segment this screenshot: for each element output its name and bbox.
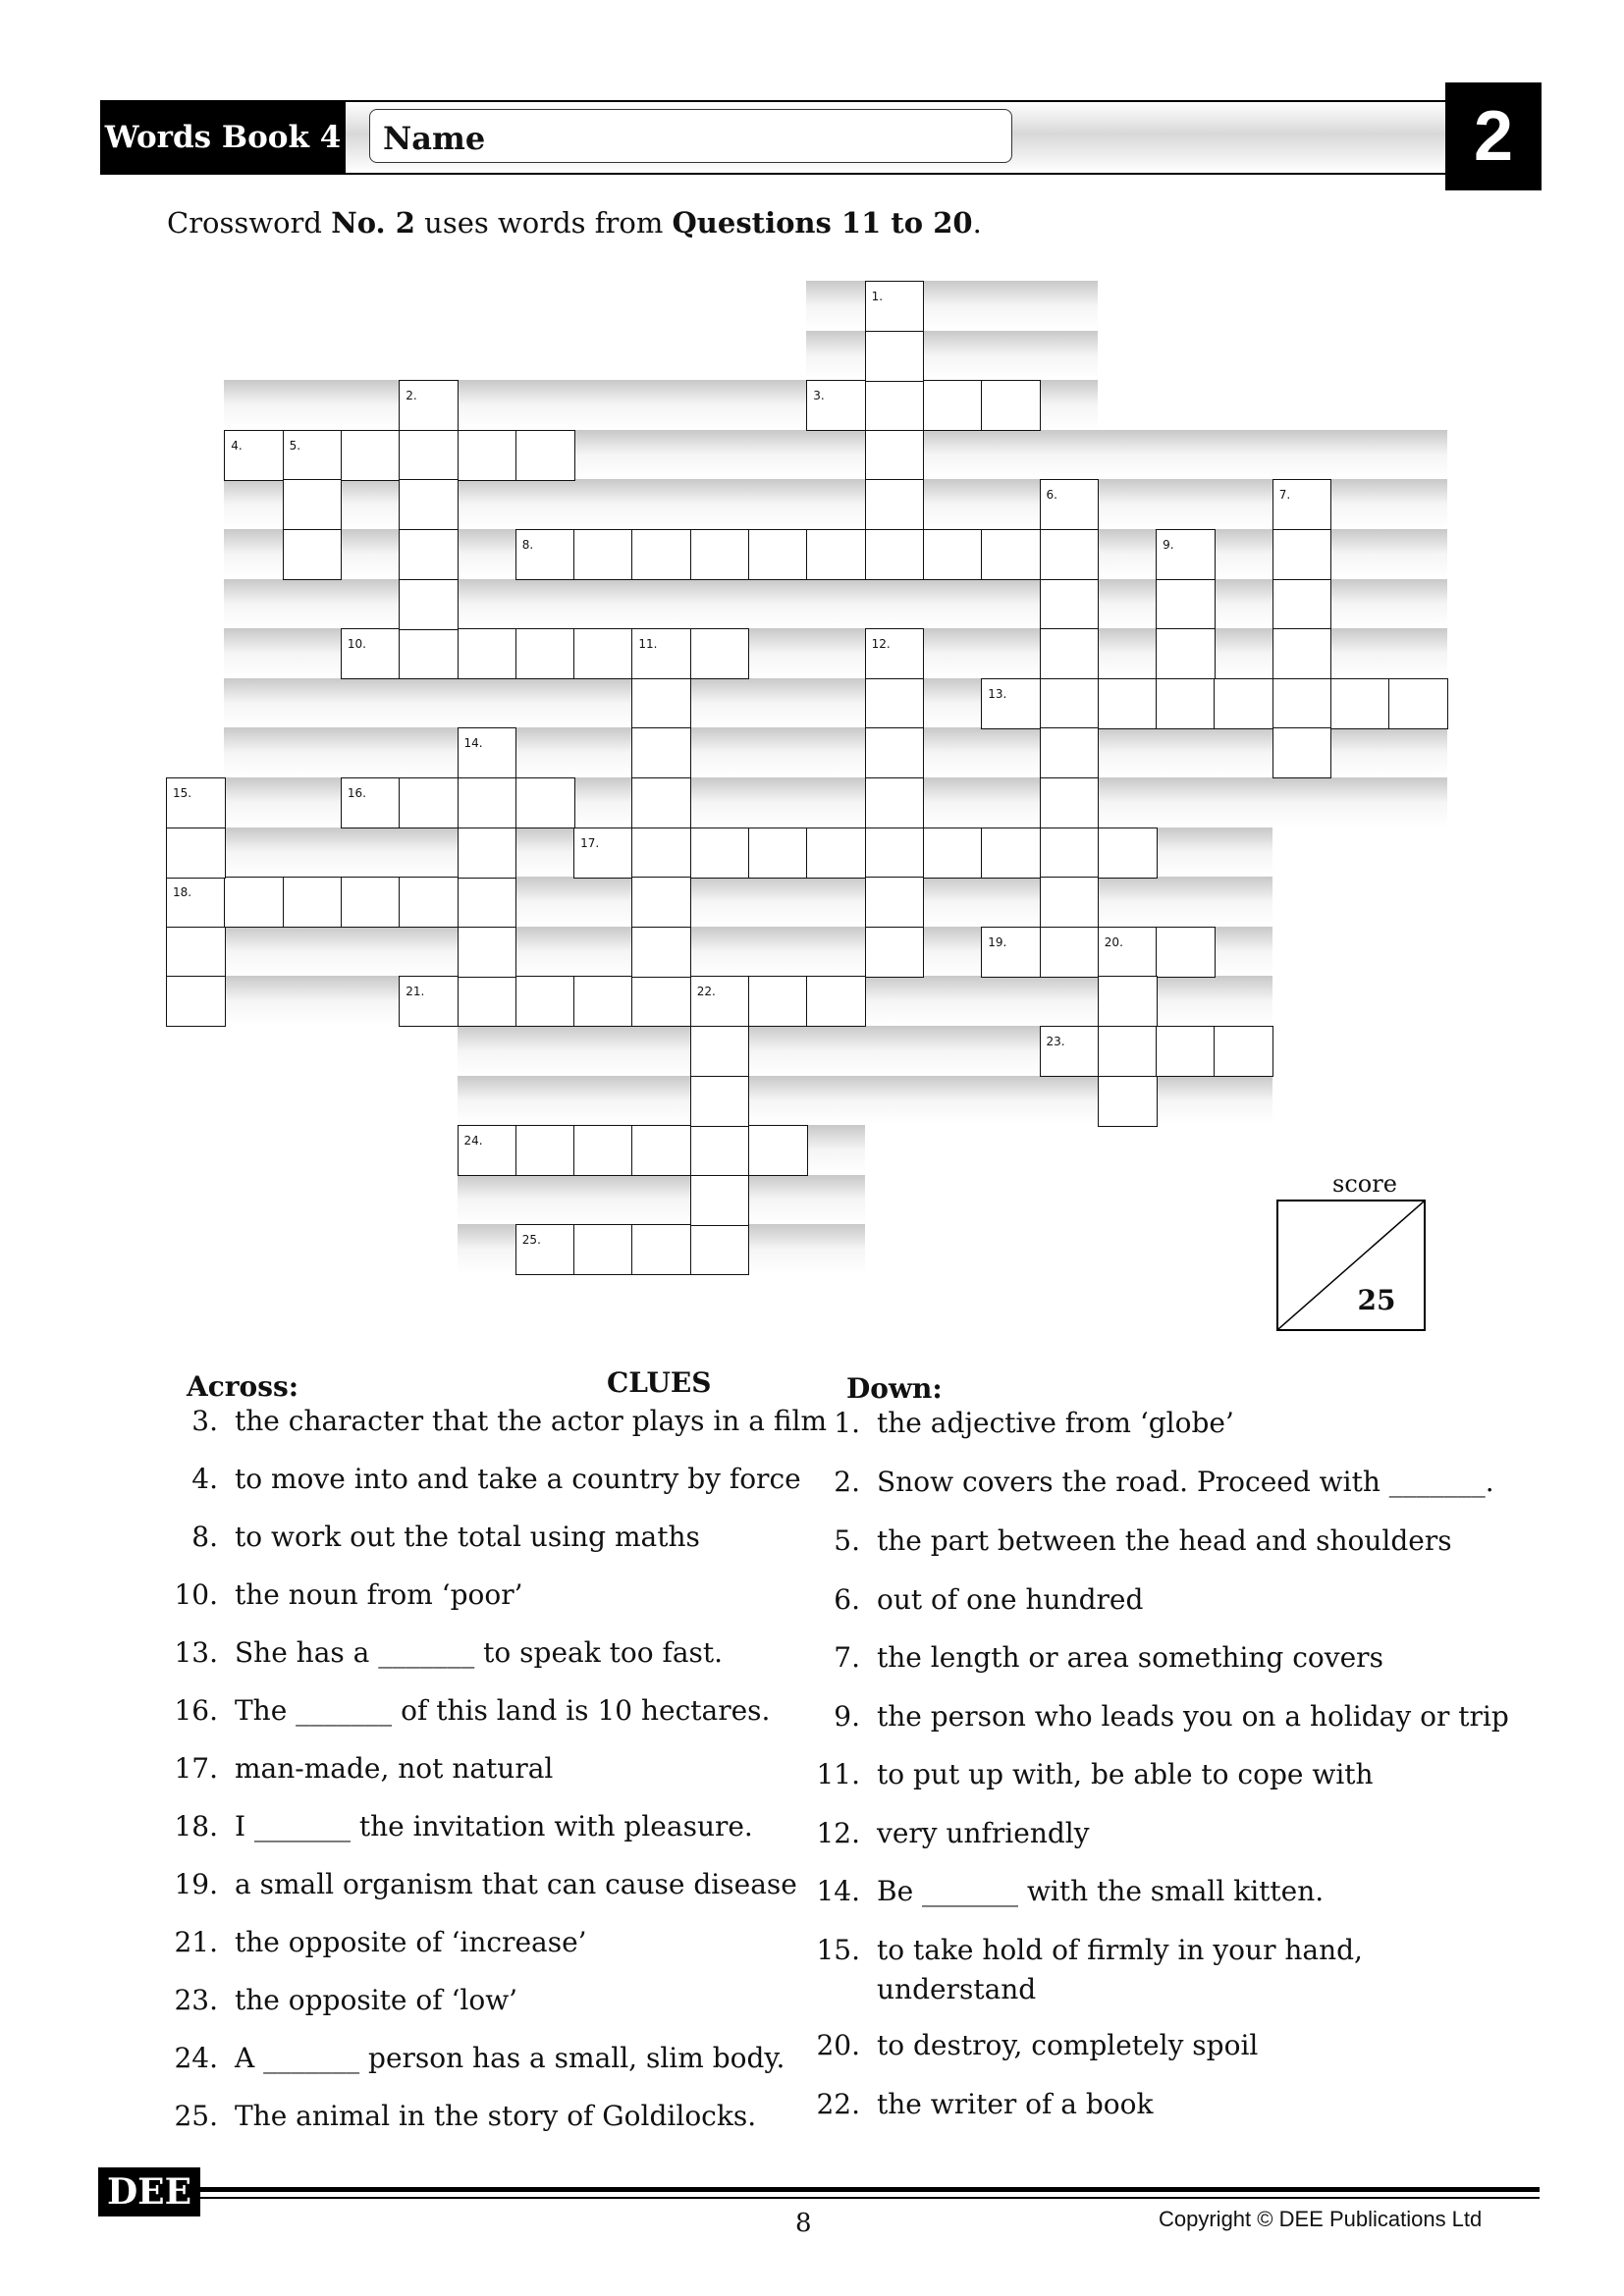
crossword-cell[interactable] <box>283 877 343 928</box>
clues-heading: CLUES <box>607 1366 712 1399</box>
crossword-cell[interactable] <box>690 628 750 679</box>
crossword-cell[interactable] <box>865 479 925 530</box>
crossword-cell[interactable] <box>865 529 925 580</box>
crossword-cell[interactable] <box>631 828 691 879</box>
cell-number: 15. <box>173 786 192 800</box>
crossword-cell[interactable] <box>690 1175 750 1226</box>
crossword-cell[interactable] <box>631 777 691 828</box>
clue-text: to put up with, be able to cope with <box>877 1758 1374 1790</box>
name-label: Name <box>383 120 486 157</box>
clue-text: I _______ the invitation with pleasure. <box>235 1810 753 1842</box>
crossword-cell[interactable] <box>515 777 575 828</box>
crossword-cell[interactable] <box>1388 678 1448 729</box>
cell-number: 23. <box>1046 1035 1065 1048</box>
crossword-cell[interactable] <box>806 976 866 1027</box>
clue-text: very unfriendly <box>877 1817 1090 1849</box>
crossword-cell[interactable] <box>981 678 1041 729</box>
clue-number: 7. <box>834 1641 860 1674</box>
crossword-cell[interactable] <box>1098 1076 1158 1127</box>
crossword-cell[interactable] <box>1272 529 1332 580</box>
crossword-cell[interactable] <box>631 927 691 978</box>
cell-number: 21. <box>406 985 425 999</box>
crossword-cell[interactable] <box>1272 628 1332 679</box>
crossword-cell[interactable] <box>458 727 517 778</box>
cell-number: 20. <box>1104 934 1123 949</box>
across-heading: Across: <box>187 1370 299 1403</box>
clue-text: the character that the actor plays in a film <box>235 1405 828 1437</box>
clue-text: to move into and take a country by force <box>235 1463 801 1495</box>
cell-number: 19. <box>988 934 1007 949</box>
crossword-cell[interactable] <box>690 529 750 580</box>
crossword-cell[interactable] <box>1040 777 1100 828</box>
crossword-cell[interactable] <box>1098 927 1158 978</box>
clue-text: A _______ person has a small, slim body. <box>235 2042 785 2074</box>
clue-number: 22. <box>816 2088 860 2120</box>
crossword-cell[interactable] <box>399 777 459 828</box>
cell-number: 2. <box>406 389 417 403</box>
crossword-cell[interactable] <box>515 1224 575 1275</box>
crossword-cell[interactable] <box>1272 479 1332 530</box>
crossword-cell[interactable] <box>341 628 401 679</box>
crossword-cell[interactable] <box>166 777 226 828</box>
crossword-cell[interactable] <box>690 1076 750 1127</box>
clue-text: to destroy, completely spoil <box>877 2029 1259 2061</box>
intro-suffix: . <box>972 206 982 240</box>
clue-text: the part between the head and shoulders <box>877 1524 1452 1557</box>
cell-number: 1. <box>871 290 884 303</box>
cell-number: 7. <box>1278 488 1291 503</box>
crossword-cell[interactable] <box>399 529 459 580</box>
footer-rule-thin <box>200 2197 1540 2199</box>
crossword-cell[interactable] <box>573 1125 633 1176</box>
clue-number: 21. <box>174 1926 218 1958</box>
crossword-cell[interactable] <box>1156 678 1216 729</box>
cell-number: 22. <box>696 985 716 999</box>
clue-number: 10. <box>174 1578 218 1611</box>
crossword-cell[interactable] <box>458 777 517 828</box>
clue-text: man-made, not natural <box>235 1752 554 1785</box>
grid-band <box>224 727 1446 777</box>
score-total: 25 <box>1357 1284 1396 1316</box>
crossword-cell[interactable] <box>399 479 459 530</box>
clue-text: a small organism that can cause disease <box>235 1868 797 1900</box>
crossword-cell[interactable] <box>224 877 284 928</box>
book-label: Words Book 4 <box>100 100 346 175</box>
crossword-cell[interactable] <box>1214 1026 1273 1077</box>
crossword-cell[interactable] <box>1098 1026 1158 1077</box>
crossword-cell[interactable] <box>283 430 343 481</box>
crossword-cell[interactable] <box>865 777 925 828</box>
clue-number: 23. <box>174 1984 218 2016</box>
crossword-cell[interactable] <box>748 976 808 1027</box>
crossword-cell[interactable] <box>690 828 750 879</box>
clue-text: the writer of a book <box>877 2088 1154 2120</box>
intro-questions: Questions 11 to 20 <box>672 206 973 240</box>
clue-text: out of one hundred <box>877 1583 1144 1616</box>
clue-number: 12. <box>816 1817 860 1849</box>
crossword-cell[interactable] <box>341 877 401 928</box>
crossword-cell[interactable] <box>923 828 983 879</box>
crossword-cell[interactable] <box>631 1224 691 1275</box>
crossword-cell[interactable] <box>341 777 401 828</box>
clue-text: Snow covers the road. Proceed with _______. <box>877 1466 1494 1498</box>
clue-text: the noun from ‘poor’ <box>235 1578 523 1611</box>
clue-number: 8. <box>191 1521 218 1553</box>
crossword-cell[interactable] <box>865 430 925 481</box>
crossword-cell[interactable] <box>1272 678 1332 729</box>
clue-text: Be _______ with the small kitten. <box>877 1875 1325 1907</box>
crossword-cell[interactable] <box>631 678 691 729</box>
footer-rule <box>200 2187 1540 2192</box>
clue-text: the opposite of ‘low’ <box>235 1984 518 2016</box>
crossword-cell[interactable] <box>690 1125 750 1176</box>
clue-number: 17. <box>174 1752 218 1785</box>
crossword-cell[interactable] <box>865 380 925 431</box>
crossword-cell[interactable] <box>690 1026 750 1077</box>
crossword-cell[interactable] <box>166 927 226 978</box>
crossword-cell[interactable] <box>806 529 866 580</box>
crossword-cell[interactable] <box>224 430 284 481</box>
crossword-cell[interactable] <box>1040 529 1100 580</box>
crossword-cell[interactable] <box>283 479 343 530</box>
clue-number: 19. <box>174 1868 218 1900</box>
clue-text: the opposite of ‘increase’ <box>235 1926 587 1958</box>
crossword-cell[interactable] <box>748 828 808 879</box>
intro-number: No. 2 <box>331 206 415 240</box>
down-heading: Down: <box>846 1372 943 1405</box>
cell-number: 5. <box>289 438 301 453</box>
crossword-cell[interactable] <box>1098 976 1158 1027</box>
clue-text: the person who leads you on a holiday or trip <box>877 1700 1509 1733</box>
cell-number: 6. <box>1046 488 1057 503</box>
dee-logo: DEE <box>98 2167 200 2216</box>
crossword-cell[interactable] <box>1156 628 1216 679</box>
clue-number: 13. <box>174 1636 218 1669</box>
clue-number: 14. <box>816 1875 860 1907</box>
cell-number: 14. <box>463 736 483 751</box>
cell-number: 10. <box>347 637 366 652</box>
crossword-cell[interactable] <box>1098 678 1158 729</box>
crossword-cell[interactable] <box>573 529 633 580</box>
crossword-cell[interactable] <box>923 529 983 580</box>
score-label: score <box>1332 1170 1397 1198</box>
crossword-cell[interactable] <box>1156 1026 1216 1077</box>
crossword-cell[interactable] <box>458 1125 517 1176</box>
crossword-cell[interactable] <box>458 877 517 928</box>
crossword-cell[interactable] <box>399 380 459 431</box>
cell-number: 13. <box>988 686 1007 701</box>
cell-number: 12. <box>871 637 891 652</box>
crossword-cell[interactable] <box>1040 479 1100 530</box>
grid-band <box>806 331 1098 381</box>
crossword-cell[interactable] <box>458 828 517 879</box>
crossword-cell[interactable] <box>806 380 866 431</box>
crossword-cell[interactable] <box>515 628 575 679</box>
crossword-cell[interactable] <box>515 976 575 1027</box>
clue-number: 5. <box>834 1524 860 1557</box>
crossword-cell[interactable] <box>399 877 459 928</box>
cell-number: 18. <box>173 885 192 900</box>
crossword-cell[interactable] <box>865 828 925 879</box>
crossword-cell[interactable] <box>166 976 226 1027</box>
crossword-cell[interactable] <box>399 579 459 630</box>
crossword-cell[interactable] <box>748 1125 808 1176</box>
clue-number: 11. <box>816 1758 860 1790</box>
crossword-cell[interactable] <box>865 877 925 928</box>
crossword-cell[interactable] <box>515 529 575 580</box>
crossword-cell[interactable] <box>1040 1026 1100 1077</box>
page-number: 8 <box>795 2209 812 2238</box>
cell-number: 16. <box>347 786 366 800</box>
crossword-cell[interactable] <box>865 927 925 978</box>
cell-number: 3. <box>813 389 825 403</box>
cell-number: 8. <box>521 538 534 552</box>
crossword-cell[interactable] <box>1272 579 1332 630</box>
crossword-cell[interactable] <box>573 628 633 679</box>
crossword-cell[interactable] <box>1156 529 1216 580</box>
crossword-cell[interactable] <box>690 1224 750 1275</box>
crossword-cell[interactable] <box>631 1125 691 1176</box>
cell-number: 9. <box>1163 538 1174 552</box>
crossword-cell[interactable] <box>631 529 691 580</box>
cell-number: 25. <box>521 1233 541 1248</box>
clue-number: 18. <box>174 1810 218 1842</box>
crossword-cell[interactable] <box>865 678 925 729</box>
clue-number: 16. <box>174 1694 218 1727</box>
clue-text: The _______ of this land is 10 hectares. <box>235 1694 771 1727</box>
crossword-cell[interactable] <box>515 430 575 481</box>
copyright: Copyright © DEE Publications Ltd <box>1159 2207 1483 2231</box>
clue-number: 1. <box>834 1407 860 1439</box>
crossword-cell[interactable] <box>1272 727 1332 778</box>
crossword-cell[interactable] <box>166 828 226 879</box>
clue-number: 25. <box>174 2100 218 2132</box>
clue-text: to work out the total using maths <box>235 1521 700 1553</box>
crossword-cell[interactable] <box>1040 828 1100 879</box>
crossword-cell[interactable] <box>458 927 517 978</box>
crossword-cell[interactable] <box>515 1125 575 1176</box>
crossword-cell[interactable] <box>981 927 1041 978</box>
grid-band <box>458 1175 865 1225</box>
crossword-cell[interactable] <box>399 976 459 1027</box>
crossword-cell[interactable] <box>1040 877 1100 928</box>
crossword-cell[interactable] <box>981 828 1041 879</box>
clue-number: 15. <box>816 1934 860 1966</box>
crossword-cell[interactable] <box>981 529 1041 580</box>
crossword-cell[interactable] <box>981 380 1041 431</box>
cell-number: 17. <box>580 835 600 850</box>
crossword-cell[interactable] <box>1098 828 1158 879</box>
crossword-cell[interactable] <box>1040 927 1100 978</box>
crossword-cell[interactable] <box>631 877 691 928</box>
clue-number: 24. <box>174 2042 218 2074</box>
crossword-cell[interactable] <box>573 828 633 879</box>
clue-text: She has a _______ to speak too fast. <box>235 1636 724 1669</box>
crossword-cell[interactable] <box>1214 678 1273 729</box>
clue-text: the adjective from ‘globe’ <box>877 1407 1234 1439</box>
crossword-cell[interactable] <box>1156 927 1216 978</box>
clue-number: 2. <box>834 1466 860 1498</box>
crossword-cell[interactable] <box>458 628 517 679</box>
crossword-cell[interactable] <box>631 727 691 778</box>
crossword-cell[interactable] <box>283 529 343 580</box>
crossword-cell[interactable] <box>865 628 925 679</box>
cell-number: 4. <box>231 438 243 453</box>
clue-text: The animal in the story of Goldilocks. <box>235 2100 757 2132</box>
crossword-cell[interactable] <box>399 628 459 679</box>
crossword-cell[interactable] <box>923 380 983 431</box>
crossword-cell[interactable] <box>631 976 691 1027</box>
crossword-cell[interactable] <box>573 1224 633 1275</box>
grid-band <box>806 281 1098 331</box>
clue-number: 20. <box>816 2029 860 2061</box>
crossword-cell[interactable] <box>458 430 517 481</box>
crossword-cell[interactable] <box>399 430 459 481</box>
crossword-cell[interactable] <box>458 976 517 1027</box>
cell-number: 24. <box>463 1134 483 1148</box>
clue-text: understand <box>877 1973 1037 2005</box>
crossword-cell[interactable] <box>748 529 808 580</box>
crossword-cell[interactable] <box>865 331 925 382</box>
clue-number: 3. <box>191 1405 218 1437</box>
crossword-cell[interactable] <box>631 628 691 679</box>
crossword-cell[interactable] <box>1330 678 1390 729</box>
crossword-cell[interactable] <box>1040 579 1100 630</box>
crossword-cell[interactable] <box>865 727 925 778</box>
crossword-cell[interactable] <box>865 281 925 332</box>
crossword-number: 2 <box>1445 82 1542 190</box>
clue-text: to take hold of firmly in your hand, <box>877 1934 1363 1966</box>
crossword-cell[interactable] <box>1156 579 1216 630</box>
intro-prefix: Crossword <box>167 206 332 240</box>
clue-number: 6. <box>834 1583 860 1616</box>
clue-text: the length or area something covers <box>877 1641 1383 1674</box>
crossword-cell[interactable] <box>690 976 750 1027</box>
clue-number: 4. <box>191 1463 218 1495</box>
clue-number: 9. <box>834 1700 860 1733</box>
intro-middle: uses words from <box>414 206 673 240</box>
cell-number: 11. <box>638 637 658 652</box>
crossword-cell[interactable] <box>573 976 633 1027</box>
crossword-cell[interactable] <box>1040 727 1100 778</box>
crossword-cell[interactable] <box>1040 678 1100 729</box>
crossword-cell[interactable] <box>341 430 401 481</box>
crossword-cell[interactable] <box>166 877 226 928</box>
crossword-cell[interactable] <box>1040 628 1100 679</box>
crossword-cell[interactable] <box>806 828 866 879</box>
